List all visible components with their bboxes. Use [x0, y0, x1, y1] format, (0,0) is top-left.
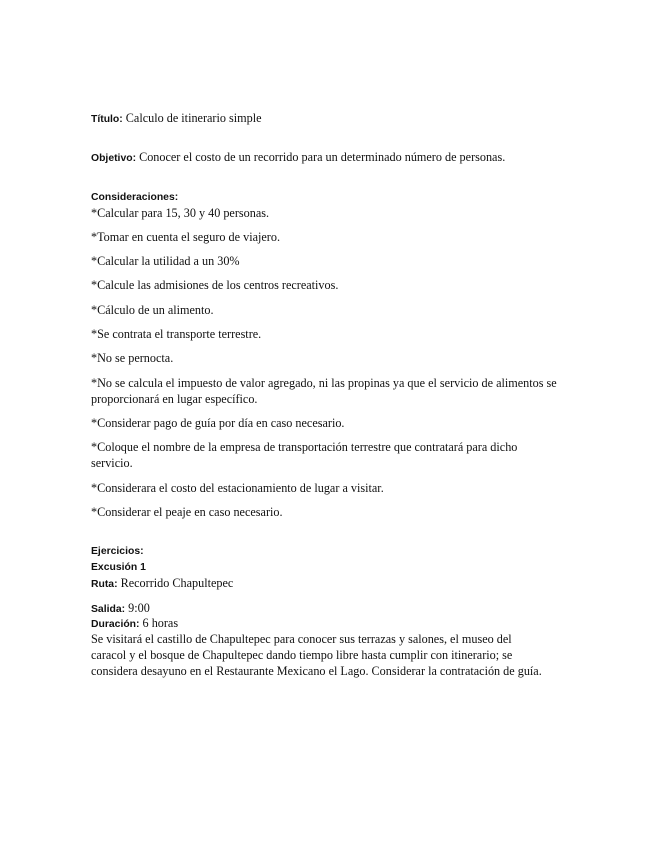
consideration-item: *No se pernocta.: [91, 351, 174, 365]
consideration-item: *Calcular para 15, 30 y 40 personas.: [91, 206, 270, 220]
departure-label: Salida:: [91, 604, 126, 615]
excursion-heading: Excusión 1: [91, 562, 146, 573]
consideration-item: *Calcular la utilidad a un 30%: [91, 254, 240, 268]
consideration-item: *Se contrata el transporte terrestre.: [91, 327, 262, 341]
consideration-item: *No se calcula el impuesto de valor agregado, ni las propinas ya que el servicio de alimentos se proporcionará en lugar específico.: [91, 376, 557, 406]
route-value: Recorrido Chapultepec: [120, 576, 234, 590]
departure-value: 9:00: [128, 601, 150, 615]
objective-value: Conocer el costo de un recorrido para un determinado número de personas.: [139, 150, 506, 164]
exercises-heading: Ejercicios:: [91, 546, 144, 557]
duration-label: Duración:: [91, 619, 140, 630]
consideration-item: *Calcule las admisiones de los centros recreativos.: [91, 278, 339, 292]
title-value: Calculo de itinerario simple: [125, 111, 262, 125]
route-label: Ruta:: [91, 579, 118, 590]
route-line: [91, 575, 561, 593]
consideration-item: *Considerar el peaje en caso necesario.: [91, 505, 283, 519]
objective-line: [91, 149, 561, 167]
objective-label: Objetivo:: [91, 153, 137, 164]
consideration-item: *Cálculo de un alimento.: [91, 303, 214, 317]
consideration-item: *Considerar pago de guía por día en caso necesario.: [91, 416, 345, 430]
consideration-item: *Considerara el costo del estacionamiento de lugar a visitar.: [91, 481, 384, 495]
consideration-item: *Tomar en cuenta el seguro de viajero.: [91, 230, 280, 244]
consideration-item: *Coloque el nombre de la empresa de transportación terrestre que contratará para dicho servicio.: [91, 440, 518, 470]
duration-value: 6 horas: [142, 616, 179, 630]
considerations-heading: Consideraciones:: [91, 192, 179, 203]
title-label: Título:: [91, 114, 123, 125]
title-line: [91, 110, 561, 128]
excursion-description: Se visitará el castillo de Chapultepec para conocer sus terrazas y salones, el museo del caracol y el bosque de Chapultepec dando tiempo libre hasta cumplir con itinerario; se considera desayuno en el Restaurante Mexicano el Lago. Considerar la contratación de guía.: [91, 632, 542, 678]
